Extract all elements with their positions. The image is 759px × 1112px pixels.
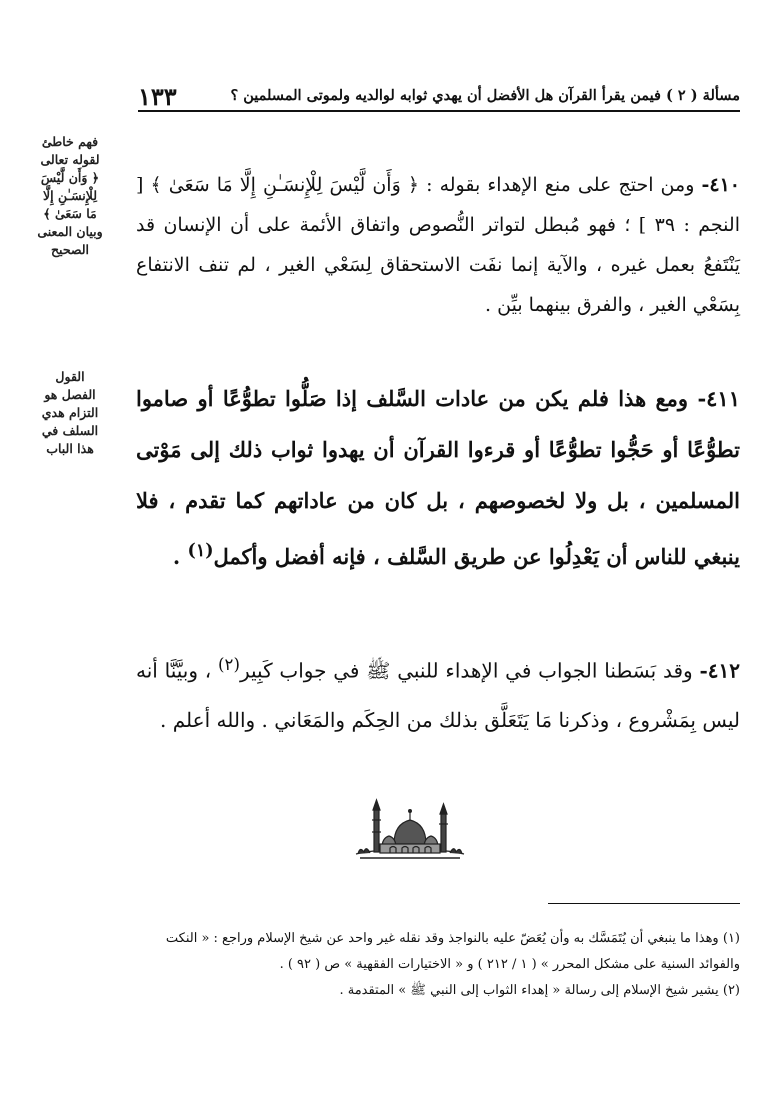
page-number: ١٣٣ <box>138 82 177 111</box>
margin-note-line: لِلْإِنسَـٰنِ إِلَّا <box>42 188 98 203</box>
margin-note-line: فهم خاطئ <box>41 134 99 149</box>
margin-note-line: الصحيح <box>50 242 90 257</box>
header-rule <box>138 110 740 112</box>
footnote-marker: (٢) <box>722 983 740 998</box>
margin-note-line: ﴿ وَأَن لَّيْسَ <box>40 170 100 185</box>
paragraph-411 <box>136 373 740 582</box>
footnotes <box>136 926 740 1004</box>
mosque-ornament <box>350 796 470 860</box>
margin-note-line: القول <box>55 369 85 384</box>
margin-note-line: مَا سَعَىٰ ﴾ <box>43 206 97 221</box>
running-title: مسألة ( ٢ ) فيمن يقرأ القرآن هل الأفضل أن يهدي ثوابه لوالديه ولموتى المسلمين ؟ <box>230 87 740 104</box>
margin-note-line: هذا الباب <box>46 441 94 456</box>
margin-note-line: السلف في <box>41 423 99 438</box>
footnote-text: وهذا ما ينبغي أن يُتَمَسَّك به وأن يُعَضّ عليه بالنواجذ وقد نقله غير واحد عن شيخ الإسلام وراجع : « النكت والفوائد السنية على مشكل المحرر » ( ١ / ٢١٢ ) و « الاختيارات الفقهية » ص ( ٩٢ ) . <box>165 931 740 972</box>
paragraph-number: ٤١٢- <box>699 658 741 683</box>
margin-note-line: وبيان المعنى <box>37 224 103 239</box>
running-header <box>138 78 740 112</box>
footnote-1 <box>136 926 740 978</box>
margin-note-line: التزام هدي <box>41 405 99 420</box>
footnote-marker: (١) <box>722 931 740 946</box>
paragraph-412 <box>136 640 740 745</box>
paragraph-text: ، وبيَّنَّا أنه ليس بِمَشْروع ، وذكرنا مَا يَتَعَلَّق بذلك من الحِكَم والمَعَاني . والله أعلم . <box>136 658 740 732</box>
footnote-ref[interactable]: (١) <box>187 541 214 561</box>
paragraph-number: ٤١١- <box>697 386 740 411</box>
paragraph-text: ومع هذا فلم يكن من عادات السَّلف إذا صَلُّوا تطوُّعًا أو صاموا تطوُّعًا أو حَجُّوا تطوُّعًا أو قرءوا القرآن أن يهدوا ثواب ذلك إلى مَوْتى المسلمين ، بل ولا لخصوصهم ، بل كان من عاداتهم كما تقدم ، فلا ينبغي للناس أن يَعْدِلُوا عن طريق السَّلف ، فإنه أفضل وأكمل <box>136 386 740 569</box>
margin-note-1 <box>22 133 118 259</box>
margin-note-line: الفصل هو <box>44 387 96 402</box>
footnote-2 <box>136 978 740 1004</box>
footnote-separator <box>548 903 740 904</box>
footnote-ref[interactable]: (٢) <box>218 655 240 674</box>
paragraph-text: ومن احتج على منع الإهداء بقوله : ﴿ وَأَن لَّيْسَ لِلْإِنسَـٰنِ إِلَّا مَا سَعَىٰ ﴾ [ النجم : ٣٩ ] ؛ فهو مُبطل لتواتر النُّصوص واتفاق الأئمة على أن الإنسان قد يَنْتَفعُ بعمل غيره ، والآية إنما نفَت الاستحقاق لِسَعْي الغير ، لم تنف الانتفاع بِسَعْي الغير ، والفرق بينهما بيِّن . <box>136 174 740 316</box>
paragraph-number: ٤١٠- <box>701 174 741 196</box>
paragraph-text: وقد بَسَطنا الجواب في الإهداء للنبي ﷺ في جواب كَبِير <box>239 658 693 683</box>
paragraph-410 <box>136 165 740 325</box>
footnote-text: يشير شيخ الإسلام إلى رسالة « إهداء الثواب إلى النبي ﷺ » المتقدمة . <box>339 983 719 998</box>
paragraph-end: . <box>172 544 188 569</box>
margin-note-line: لقوله تعالى <box>40 152 100 167</box>
margin-note-2 <box>22 368 118 458</box>
